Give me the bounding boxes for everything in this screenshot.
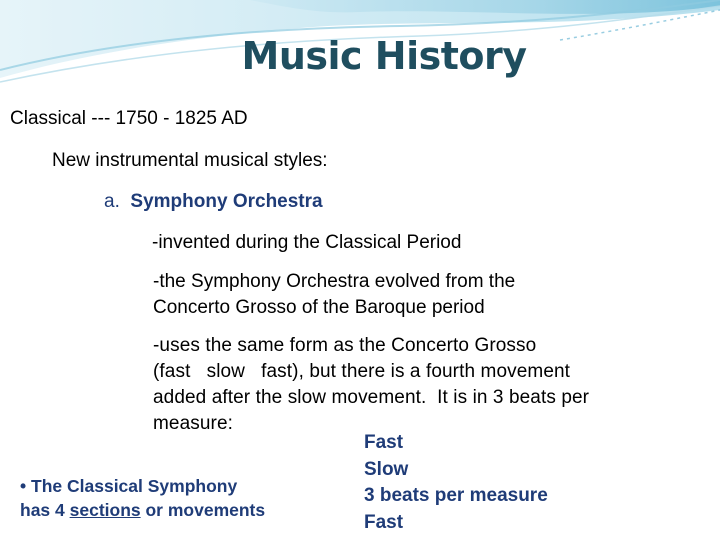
- callout-text: has 4: [20, 500, 70, 520]
- movement-item: Fast: [364, 511, 404, 533]
- paragraph-line: measure:: [153, 413, 234, 434]
- paragraph-line: (fast slow fast), but there is a fourth movement: [153, 361, 571, 382]
- subheading: New instrumental musical styles:: [52, 150, 328, 171]
- paragraph-form: [153, 333, 589, 437]
- movement-item: Slow: [364, 458, 409, 480]
- bullet-line: -invented during the Classical Period: [152, 232, 462, 253]
- paragraph-line: Concerto Grosso of the Baroque period: [153, 297, 485, 318]
- paragraph-line: added after the slow movement. It is in 3 beats per: [153, 387, 590, 408]
- paragraph-line: -the Symphony Orchestra evolved from the: [153, 271, 516, 292]
- movement-item: Fast: [364, 432, 404, 453]
- list-item-label: Symphony Orchestra: [130, 191, 323, 212]
- movement-list: [364, 430, 548, 536]
- bullet-icon: •: [20, 476, 27, 496]
- list-marker: a.: [104, 191, 120, 212]
- paragraph-evolution: [153, 269, 515, 321]
- callout-text: or movements: [140, 500, 266, 520]
- slide-title: Music History: [241, 34, 527, 78]
- period-heading: Classical --- 1750 - 1825 AD: [10, 108, 248, 129]
- callout-box: [20, 474, 265, 522]
- callout-line-1: [20, 474, 265, 498]
- callout-underlined-text: sections: [69, 500, 141, 520]
- list-item-a: [104, 191, 323, 213]
- paragraph-line: -uses the same form as the Concerto Grosso: [153, 335, 537, 356]
- movement-item: 3 beats per measure: [364, 485, 548, 506]
- callout-text: The Classical Symphony: [31, 476, 238, 496]
- callout-line-2: [20, 498, 265, 522]
